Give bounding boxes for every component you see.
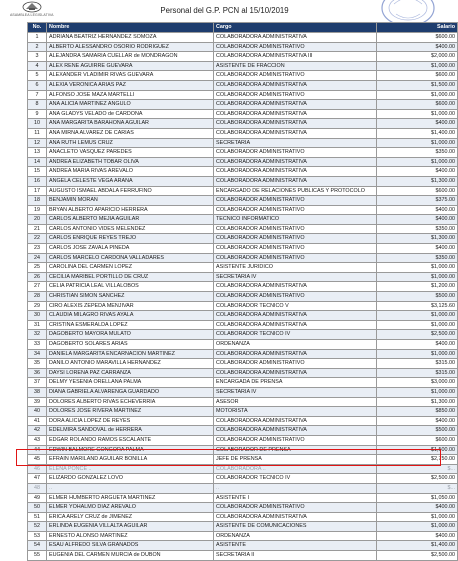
cell-cargo: COLABORADOR ADMINISTRATIVO (214, 224, 377, 234)
cell-cargo: TECNICO INFORMATICO (214, 215, 377, 225)
cell-name: ALBERTO ALESSANDRO OSORIO RODRIGUEZ (47, 42, 214, 52)
cell-no: 9 (28, 109, 47, 119)
table-row (28, 522, 458, 532)
table-row (28, 205, 458, 215)
table-row (28, 128, 458, 138)
cell-salary: $315.00 (377, 368, 458, 378)
table-row (28, 359, 458, 369)
table-row (28, 340, 458, 350)
cell-cargo: COLABORADOR ADMINISTRATIVO (214, 42, 377, 52)
cell-no: 23 (28, 244, 47, 254)
cell-name: ERICA ARELY CRUZ de JIMENEZ (47, 512, 214, 522)
cell-name: DAYSI LORENA PAZ CARRANZA (47, 368, 214, 378)
table-row (28, 90, 458, 100)
cell-no: 3 (28, 52, 47, 62)
column-header-name: Nombre (47, 23, 214, 33)
cell-name: ANA MIRNA ALVAREZ DE CARIAS (47, 128, 214, 138)
cell-salary: $600.00 (377, 33, 458, 43)
table-row (28, 512, 458, 522)
cell-salary: $2,500.00 (377, 551, 458, 561)
cell-cargo: COLABORADORA ADMINISTRATIVA (214, 416, 377, 426)
cell-name: EFRAIN MARILAND AGUILAR BONILLA (47, 455, 214, 465)
cell-no: 35 (28, 359, 47, 369)
cell-salary: $400.00 (377, 205, 458, 215)
cell-name: DOLORES JOSE RIVERA MARTINEZ (47, 407, 214, 417)
cell-no: 26 (28, 272, 47, 282)
cell-name: DORA ALICIA LOPEZ DE REYES (47, 416, 214, 426)
cell-name: ANA RUTH LEMUS CRUZ (47, 138, 214, 148)
cell-salary: $1,500.00 (377, 445, 458, 455)
cell-no: 50 (28, 503, 47, 513)
cell-cargo: ENCARGADO DE RELACIONES PUBLICAS Y PROTOCOLO (214, 186, 377, 196)
cell-name: ERLINDA EUGENIA VILLALTA AGUILAR (47, 522, 214, 532)
table-row (28, 119, 458, 129)
cell-salary: $1,000.00 (377, 320, 458, 330)
cell-cargo: ASESOR (214, 397, 377, 407)
cell-salary: $400.00 (377, 119, 458, 129)
cell-salary: $1,000.00 (377, 90, 458, 100)
cell-no: 36 (28, 368, 47, 378)
cell-no: 27 (28, 282, 47, 292)
table-row (28, 483, 458, 493)
cell-salary: $1,000.00 (377, 61, 458, 71)
cell-cargo: COLABORADORA ADMINISTRATIVA (214, 176, 377, 186)
cell-salary: $350.00 (377, 253, 458, 263)
cell-cargo: ORDENANZA (214, 531, 377, 541)
cell-cargo: ASISTENTE JURIDICO (214, 263, 377, 273)
cell-salary: $600.00 (377, 186, 458, 196)
cell-name: CARLOS ENRIQUE REYES TREJO (47, 234, 214, 244)
cell-cargo: COLABORADORA ADMINISTRATIVA (214, 157, 377, 167)
table-row (28, 52, 458, 62)
cell-salary: $500.00 (377, 426, 458, 436)
table-row (28, 109, 458, 119)
cell-cargo: COLABORADOR ADMINISTRATIVO (214, 359, 377, 369)
cell-salary: $1,400.00 (377, 128, 458, 138)
cell-no: 17 (28, 186, 47, 196)
cell-no: 31 (28, 320, 47, 330)
cell-salary: $1,400.00 (377, 541, 458, 551)
table-row (28, 167, 458, 177)
cell-cargo: SECRETARIA IV (214, 272, 377, 282)
cell-name: ALEXANDER VLADIMIR RIVAS GUEVARA (47, 71, 214, 81)
cell-cargo: SECRETARIA (214, 138, 377, 148)
table-row (28, 80, 458, 90)
cell-no: 25 (28, 263, 47, 273)
cell-no: 1 (28, 33, 47, 43)
table-row (28, 551, 458, 561)
cell-salary: $400.00 (377, 42, 458, 52)
table-row (28, 272, 458, 282)
table-header-row (28, 23, 458, 33)
highlight-box (16, 449, 441, 466)
cell-cargo: MOTORISTA (214, 407, 377, 417)
table-row (28, 253, 458, 263)
cell-name: ALFONSO JOSE MAZA MARTELLI (47, 90, 214, 100)
cell-salary: $400.00 (377, 531, 458, 541)
table-row (28, 330, 458, 340)
cell-no: 45 (28, 455, 47, 465)
cell-name: CIRO ALEXIS ZEPEDA MENJIVAR (47, 301, 214, 311)
cell-no: 34 (28, 349, 47, 359)
cell-cargo: ENCARGADA DE PRENSA (214, 378, 377, 388)
cell-name: ESAU ALFREDO SILVA GRANADOS (47, 541, 214, 551)
cell-no: 5 (28, 71, 47, 81)
cell-cargo: SECRETARIA IV (214, 387, 377, 397)
cell-no: 51 (28, 512, 47, 522)
cell-cargo: COLABORADORA ADMINISTRATIVA (214, 320, 377, 330)
cell-salary: $600.00 (377, 435, 458, 445)
cell-name: CELIA PATRICIA LEAL VILLALOBOS (47, 282, 214, 292)
cell-name: CAROLINA DEL CARMEN LOPEZ (47, 263, 214, 273)
table-body (28, 33, 458, 561)
cell-name: DOLORES ALBERTO RIVAS ECHEVERRIA (47, 397, 214, 407)
cell-name: ELIZARDO GONZALEZ LOVO (47, 474, 214, 484)
table-row (28, 100, 458, 110)
cell-no: 43 (28, 435, 47, 445)
cell-no: 32 (28, 330, 47, 340)
table-row (28, 493, 458, 503)
cell-cargo: COLABORADORA ADMINISTRATIVA (214, 349, 377, 359)
cell-no: 12 (28, 138, 47, 148)
cell-cargo: JEFE DE PRENSA (214, 455, 377, 465)
cell-salary: $3,000.00 (377, 378, 458, 388)
cell-name: ALEJANDRA SAMARIA CUELLAR de MONDRAGON (47, 52, 214, 62)
cell-cargo: COLABORADORA ADMINISTRATIVA III (214, 52, 377, 62)
cell-salary: $400.00 (377, 167, 458, 177)
cell-name: DAGOBERTO SOLARES ARIAS (47, 340, 214, 350)
cell-cargo: ASISTENTE (214, 541, 377, 551)
cell-name: ANA MARGARITA BARAHONA AGUILAR (47, 119, 214, 129)
cell-no: 52 (28, 522, 47, 532)
cell-salary: $600.00 (377, 100, 458, 110)
table-row (28, 234, 458, 244)
cell-name: DAGOBERTO MAYORA MULATO (47, 330, 214, 340)
page-title: Personal del G.P. PCN al 15/10/2019 (160, 6, 289, 15)
cell-name: CARLOS ANTONIO VIDES MELENDEZ (47, 224, 214, 234)
cell-cargo: COLABORADORA ADMINISTRATIVA (214, 128, 377, 138)
cell-cargo: COLABORADORA ADMINISTRATIVA (214, 311, 377, 321)
cell-name: CARLOS JOSE ZAVALA PINEDA (47, 244, 214, 254)
cell-salary: $2,500.00 (377, 474, 458, 484)
cell-name: ANGELA CELESTE VEGA ARANA (47, 176, 214, 186)
table-row (28, 503, 458, 513)
cell-name: EDWIN BALMORE GONGORA PALMA (47, 445, 214, 455)
table-row (28, 378, 458, 388)
cell-no: 10 (28, 119, 47, 129)
cell-salary: $400.00 (377, 503, 458, 513)
cell-cargo: COLABORADOR ADMINISTRATIVO (214, 253, 377, 263)
cell-no: 41 (28, 416, 47, 426)
cell-salary: $375.00 (377, 196, 458, 206)
cell-no: 46 (28, 464, 47, 474)
cell-salary: $1,050.00 (377, 493, 458, 503)
cell-cargo: COLABORADORA ADMINISTRATIVA (214, 282, 377, 292)
cell-name: DELMY YESENIA ORELLANA PALMA (47, 378, 214, 388)
table-row (28, 157, 458, 167)
cell-salary: $1,000.00 (377, 311, 458, 321)
cell-cargo: COLABORADOR ADMINISTRATIVO (214, 205, 377, 215)
cell-salary: $1,300.00 (377, 234, 458, 244)
cell-cargo: COLABORADORA ADMINISTRATIVA (214, 119, 377, 129)
cell-no: 33 (28, 340, 47, 350)
cell-salary: $315.00 (377, 359, 458, 369)
table-row (28, 541, 458, 551)
cell-name: DANIELA MARGARITA ENCARNACION MARTINEZ (47, 349, 214, 359)
cell-cargo: COLABORADOR TECNICO IV (214, 474, 377, 484)
table-row (28, 138, 458, 148)
cell-name: CARLOS ALBERTO MEJIA AGUILAR (47, 215, 214, 225)
table-row (28, 215, 458, 225)
cell-no: 54 (28, 541, 47, 551)
cell-no: 47 (28, 474, 47, 484)
cell-no: 55 (28, 551, 47, 561)
cell-cargo: COLABORADORA ADMINISTRATIVA (214, 512, 377, 522)
table-row (28, 320, 458, 330)
cell-name: CECILIA MARIBEL PORTILLO DE CRUZ (47, 272, 214, 282)
cell-salary: $1,000.00 (377, 387, 458, 397)
cell-no: 42 (28, 426, 47, 436)
cell-no: 14 (28, 157, 47, 167)
cell-no: 49 (28, 493, 47, 503)
cell-salary: $1,000.00 (377, 522, 458, 532)
cell-salary: $2,750.00 (377, 455, 458, 465)
cell-no: 39 (28, 397, 47, 407)
cell-cargo: COLABORADOR ADMINISTRATIVO (214, 234, 377, 244)
cell-cargo: COLABORADORA ADMINISTRATIVA (214, 109, 377, 119)
table-row (28, 426, 458, 436)
cell-name: ALEXIA VERONICA ARIAS PAZ (47, 80, 214, 90)
column-header-cargo: Cargo (214, 23, 377, 33)
cell-name: ANDREA ELIZABETH TOBAR OLIVA (47, 157, 214, 167)
table-row (28, 263, 458, 273)
cell-name: ANA GLADYS VELADO de CARDONA (47, 109, 214, 119)
cell-no: 13 (28, 148, 47, 158)
table-row (28, 148, 458, 158)
cell-salary: $1,000.00 (377, 263, 458, 273)
cell-salary: $1,300.00 (377, 176, 458, 186)
cell-name: EDGAR ROLANDO RAMOS ESCALANTE (47, 435, 214, 445)
cell-name: ANA ALICIA MARTINEZ ANGULO (47, 100, 214, 110)
cell-name: CRISTINA ESMERALDA LOPEZ (47, 320, 214, 330)
cell-cargo: COLABORADORA ADMINISTRATIVA (214, 100, 377, 110)
cell-salary: $600.00 (377, 71, 458, 81)
table-row (28, 531, 458, 541)
cell-cargo: COLABORADOR ADMINISTRATIVO (214, 244, 377, 254)
cell-no: 28 (28, 292, 47, 302)
table-row (28, 301, 458, 311)
table-row (28, 224, 458, 234)
cell-cargo: COLABORADOR ADMINISTRATIVO (214, 435, 377, 445)
cell-cargo: COLABORADOR ADMINISTRATIVO (214, 90, 377, 100)
cell-salary: $350.00 (377, 148, 458, 158)
cell-name: BRYAN ALBERTO APARICIO HERRERA (47, 205, 214, 215)
cell-name: DANILO ANTONIO MARAVILLA HERNANDEZ (47, 359, 214, 369)
cell-no: 53 (28, 531, 47, 541)
cell-name: DIANA GABRIELA ALVARENGA GUARDADO (47, 387, 214, 397)
table-row (28, 282, 458, 292)
cell-cargo: COLABORADOR DE PRENSA (214, 445, 377, 455)
cell-no: 44 (28, 445, 47, 455)
cell-name: ALEX RENE AGUIRRE GUEVARA (47, 61, 214, 71)
cell-salary: $1,000.00 (377, 157, 458, 167)
cell-no: 7 (28, 90, 47, 100)
cell-no: 20 (28, 215, 47, 225)
cell-salary: $400.00 (377, 416, 458, 426)
table-row (28, 186, 458, 196)
cell-cargo: COLABORADOR ADMINISTRATIVO (214, 503, 377, 513)
cell-salary: $3,125.60 (377, 301, 458, 311)
cell-no: 6 (28, 80, 47, 90)
cell-cargo: ASISTENTE DE FRACCION (214, 61, 377, 71)
table-row (28, 42, 458, 52)
cell-cargo: COLABORADORA ADMINISTRATIVA (214, 80, 377, 90)
table-row (28, 435, 458, 445)
cell-no: 30 (28, 311, 47, 321)
cell-salary: $400.00 (377, 215, 458, 225)
cell-name: ELENA PONCE .. (47, 464, 214, 474)
cell-no: 22 (28, 234, 47, 244)
staff-table (27, 22, 458, 561)
cell-no: 15 (28, 167, 47, 177)
table-row (28, 196, 458, 206)
cell-salary: $2,000.00 (377, 52, 458, 62)
cell-name: BENJAMIN MORAN (47, 196, 214, 206)
cell-salary: $1,500.00 (377, 80, 458, 90)
cell-no: 24 (28, 253, 47, 263)
table-row (28, 474, 458, 484)
table-row (28, 407, 458, 417)
cell-cargo: ASISTENTE I (214, 493, 377, 503)
cell-cargo: ORDENANZA (214, 340, 377, 350)
cell-no: 37 (28, 378, 47, 388)
cell-name: EDELMIRA SANDOVAL de HERRERA (47, 426, 214, 436)
cell-salary: $1,200.00 (377, 282, 458, 292)
cell-no: 16 (28, 176, 47, 186)
cell-no: 4 (28, 61, 47, 71)
cell-no: 18 (28, 196, 47, 206)
org-name: ASAMBLEA LEGISLATIVA (10, 13, 54, 17)
table-row (28, 176, 458, 186)
cell-name: EUGENIA DEL CARMEN MURCIA de DUBON (47, 551, 214, 561)
cell-cargo: COLABORADOR TECNICO IV (214, 330, 377, 340)
cell-name: CHRISTIAN SIMON SANCHEZ (47, 292, 214, 302)
cell-no: 11 (28, 128, 47, 138)
cell-salary: $500.00 (377, 292, 458, 302)
cell-name: ADRIANA BEATRIZ HERNANDEZ SOMOZA (47, 33, 214, 43)
cell-cargo: COLABORADOR ADMINISTRATIVO (214, 196, 377, 206)
table-row (28, 71, 458, 81)
cell-salary: $850.00 (377, 407, 458, 417)
table-row (28, 311, 458, 321)
column-header-salary: Salario (377, 23, 458, 33)
cell-no: 8 (28, 100, 47, 110)
cell-cargo: ASISTENTE DE COMUNICACIONES (214, 522, 377, 532)
cell-salary: $1,000.00 (377, 109, 458, 119)
cell-name: ELMER HUMBERTO ARGUETA MARTINEZ (47, 493, 214, 503)
table-row (28, 349, 458, 359)
cell-cargo: COLABORADOR TECNICO V (214, 301, 377, 311)
cell-cargo: COLABORADORA ADMINISTRATIVA (214, 33, 377, 43)
cell-salary: $1,000.00 (377, 138, 458, 148)
cell-no: 29 (28, 301, 47, 311)
table-row (28, 387, 458, 397)
table-row (28, 292, 458, 302)
cell-salary: $2,500.00 (377, 330, 458, 340)
cell-salary: $1,000.00 (377, 272, 458, 282)
cell-cargo: COLABORADOR ADMINISTRATIVO (214, 292, 377, 302)
cell-no: 48 (28, 483, 47, 493)
cell-cargo: COLABORADORA ADMINISTRATIVA (214, 167, 377, 177)
cell-salary: $... (377, 464, 458, 474)
cell-no: 2 (28, 42, 47, 52)
cell-name: .. (47, 483, 214, 493)
cell-name: ANDREA MARIA RIVAS AREVALO (47, 167, 214, 177)
cell-cargo: SECRETARIA II (214, 551, 377, 561)
column-header-no: No. (28, 23, 47, 33)
cell-no: 21 (28, 224, 47, 234)
cell-salary: $350.00 (377, 224, 458, 234)
cell-salary: $1,000.00 (377, 512, 458, 522)
cell-no: 19 (28, 205, 47, 215)
cell-salary: $1,300.00 (377, 397, 458, 407)
table-row (28, 368, 458, 378)
cell-salary: $1,000.00 (377, 349, 458, 359)
cell-name: CLAUDIA MILAGRO RIVAS AYALA (47, 311, 214, 321)
cell-name: CARLOS MARCELO CARDONA VALLADARES (47, 253, 214, 263)
cell-name: ELMER YOHALMO DIAZ AREVALO (47, 503, 214, 513)
cell-cargo: COLABORADOR ADMINISTRATIVO (214, 71, 377, 81)
table-row (28, 61, 458, 71)
cell-cargo: .. (214, 483, 377, 493)
table-row (28, 33, 458, 43)
cell-no: 40 (28, 407, 47, 417)
cell-name: ANACLETO VASQUEZ PAREDES (47, 148, 214, 158)
cell-cargo: COLABORADORA ADMINISTRATIVA (214, 368, 377, 378)
cell-name: AUGUSTO ISMAEL ABDALA FERRUFINO (47, 186, 214, 196)
table-row (28, 397, 458, 407)
cell-salary: $400.00 (377, 340, 458, 350)
cell-no: 38 (28, 387, 47, 397)
cell-cargo: COLABORADORA .. (214, 464, 377, 474)
cell-cargo: COLABORADORA ADMINISTRATIVA (214, 426, 377, 436)
cell-cargo: COLABORADOR ADMINISTRATIVO (214, 148, 377, 158)
table-row (28, 244, 458, 254)
table-row (28, 416, 458, 426)
cell-salary: $400.00 (377, 244, 458, 254)
cell-salary: $... (377, 483, 458, 493)
cell-name: ERNESTO ALONSO MARTINEZ (47, 531, 214, 541)
